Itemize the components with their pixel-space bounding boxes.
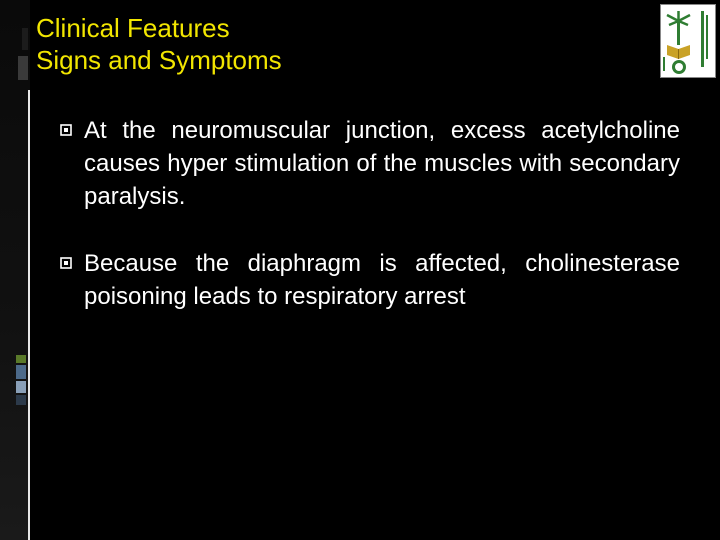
- bullet-text: Because the diaphragm is affected, cholinesterase poisoning leads to respiratory arrest: [84, 250, 680, 310]
- title-accent-bar: [22, 28, 28, 50]
- king-saud-university-logo-icon: [660, 4, 716, 78]
- square-bullet-icon: [60, 124, 72, 136]
- accent-square: [16, 381, 26, 393]
- bullet-text: At the neuromuscular junction, excess acetylcholine causes hyper stimulation of the muscles with secondary paralysis.: [84, 117, 680, 210]
- accent-square: [16, 395, 26, 405]
- vertical-divider: [28, 90, 30, 540]
- bullet-item: [60, 247, 680, 313]
- logo-graphic: [661, 5, 715, 77]
- slide-title: [36, 12, 596, 76]
- title-accent-bar: [18, 56, 28, 80]
- accent-square: [16, 355, 26, 363]
- bullet-item: [60, 114, 680, 213]
- left-decorative-strip: [0, 0, 30, 540]
- slide-body: [60, 114, 680, 347]
- accent-square: [16, 365, 26, 379]
- square-bullet-icon: [60, 257, 72, 269]
- slide-title-line: Clinical Features: [36, 13, 230, 43]
- slide-subtitle-line: Signs and Symptoms: [36, 45, 282, 75]
